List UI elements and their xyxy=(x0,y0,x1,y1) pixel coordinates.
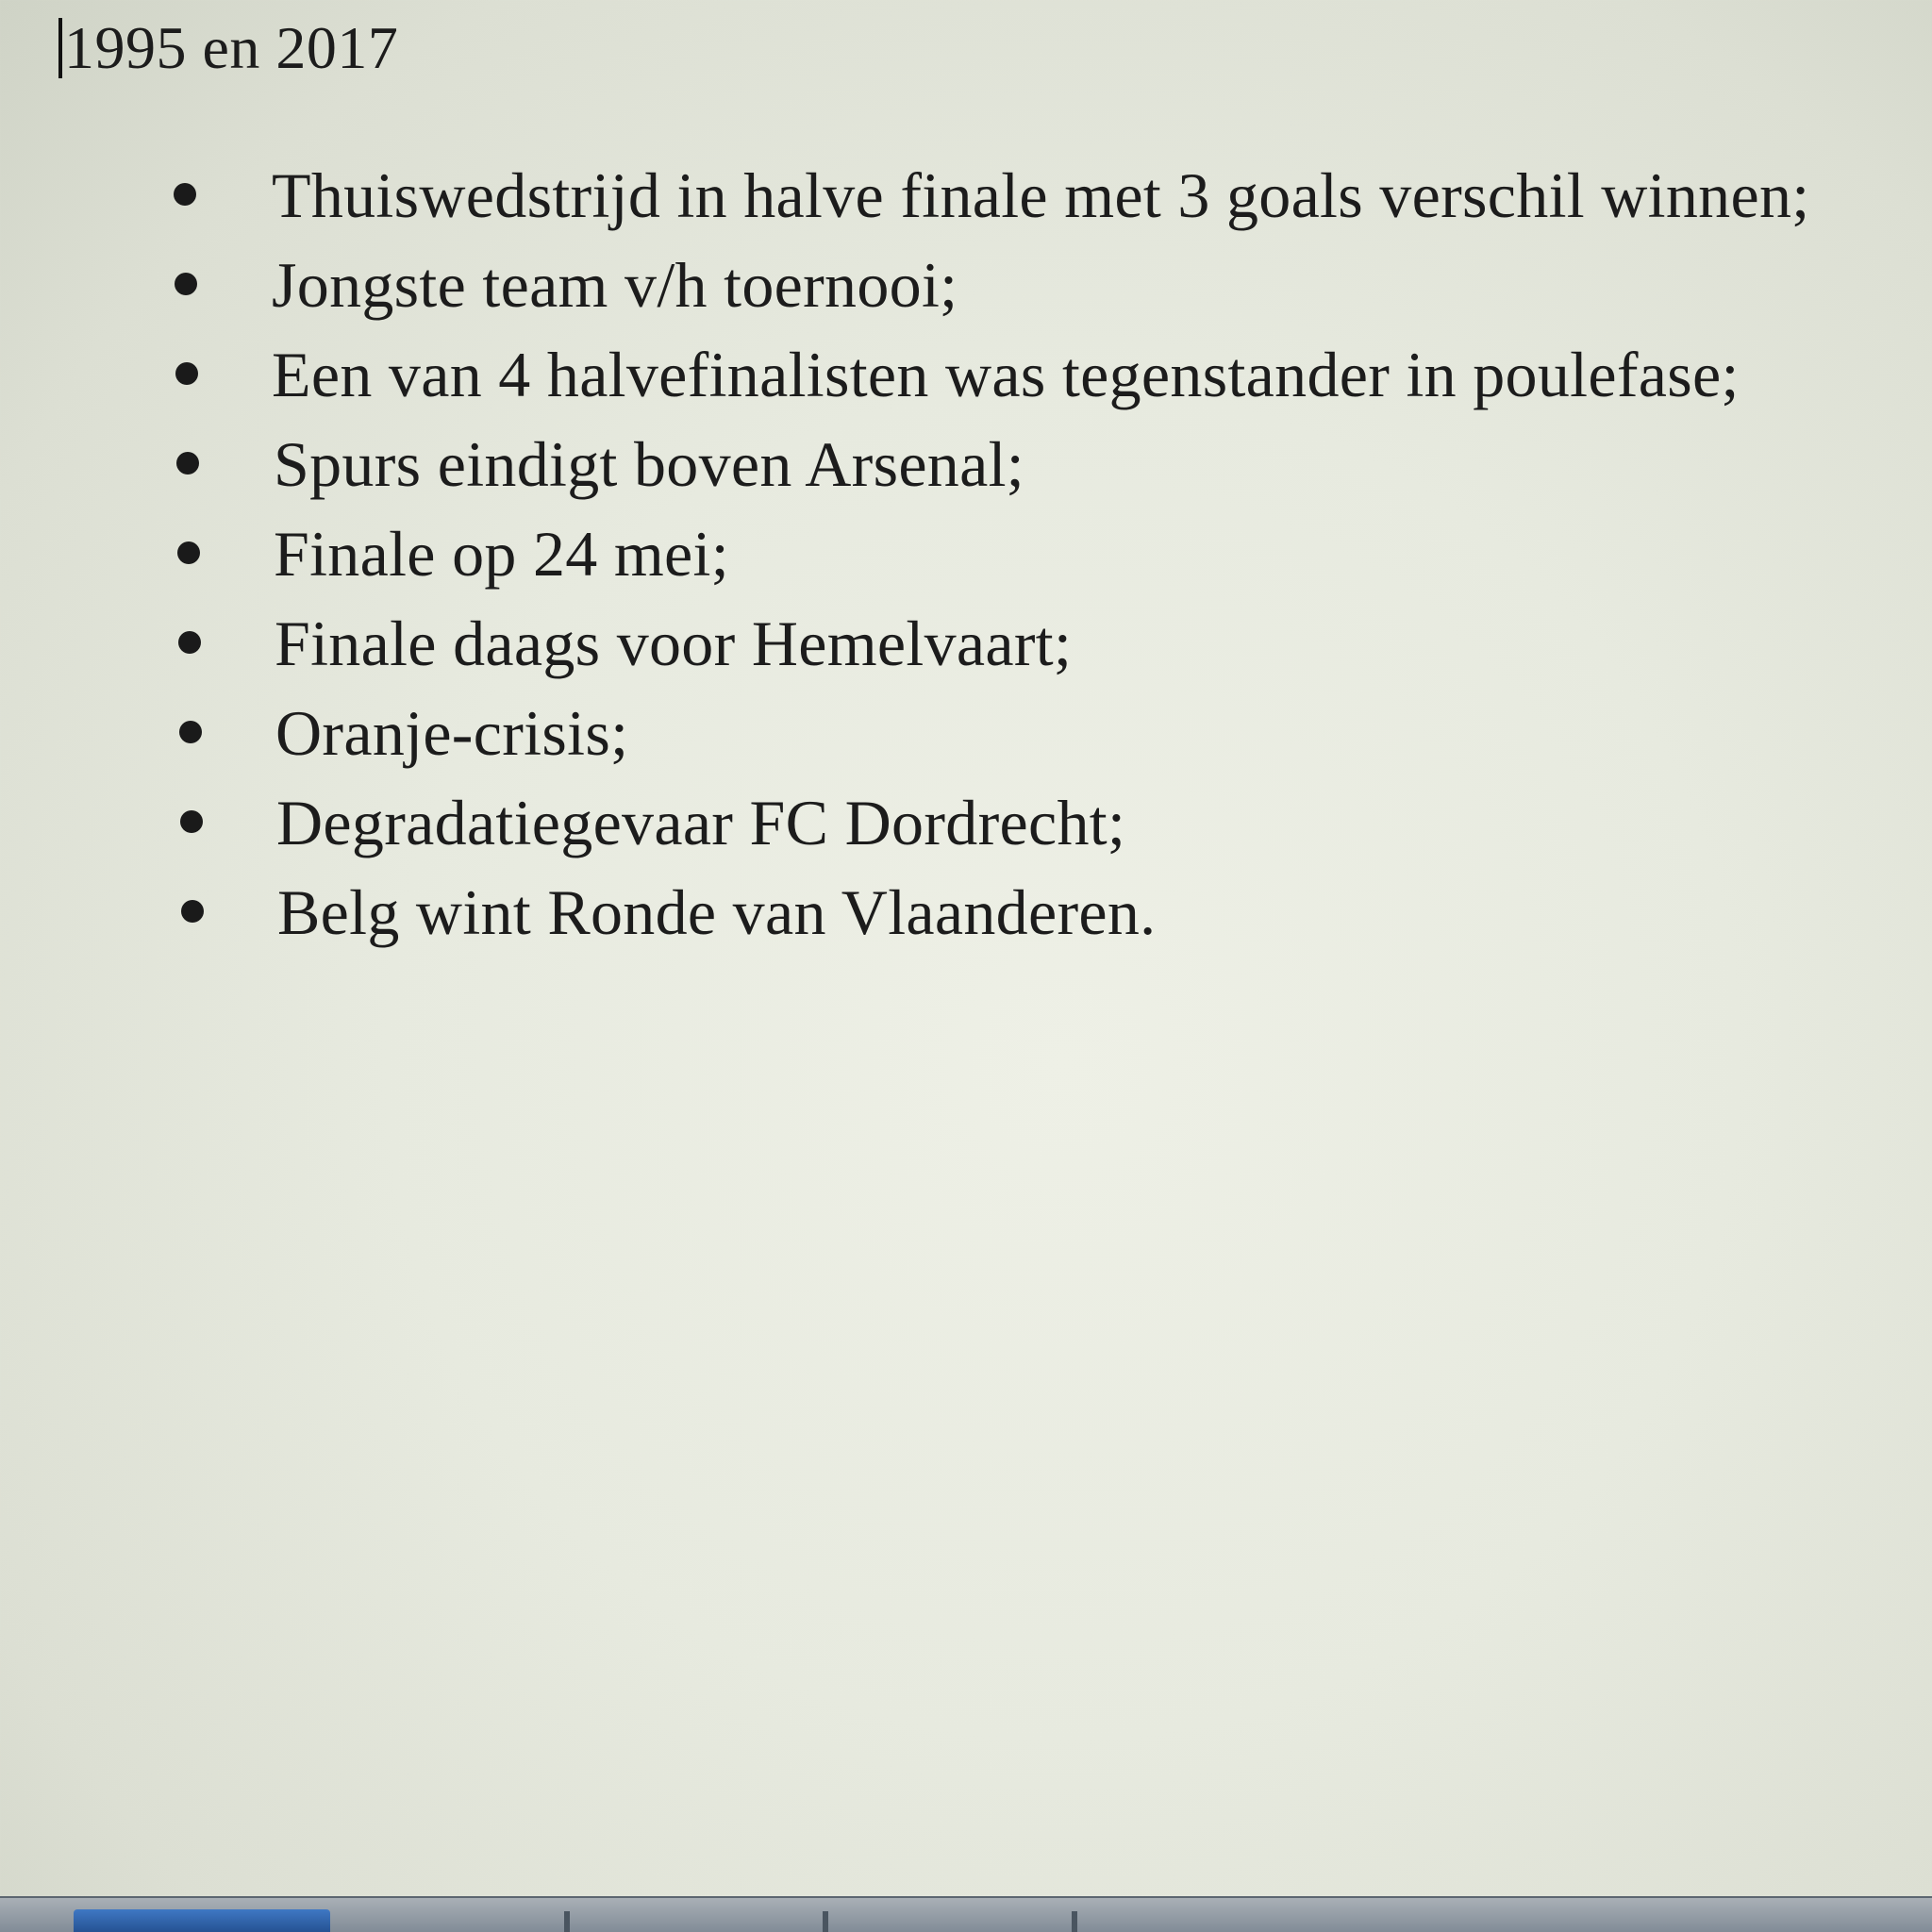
list-item-text: Thuiswedstrijd in halve finale met 3 goals verschil winnen; xyxy=(272,159,1810,231)
taskbar xyxy=(0,1896,1932,1932)
taskbar-separator xyxy=(823,1911,828,1932)
list-item-text: Belg wint Ronde van Vlaanderen. xyxy=(277,876,1157,948)
heading-text: 1995 en 2017 xyxy=(64,14,399,81)
bullet-icon xyxy=(175,273,197,295)
bullet-icon xyxy=(177,541,200,564)
list-item-text: Degradatiegevaar FC Dordrecht; xyxy=(276,787,1126,858)
bullet-icon xyxy=(179,721,202,743)
bullet-icon xyxy=(181,900,204,923)
bullet-icon xyxy=(178,631,201,654)
taskbar-app-button[interactable] xyxy=(74,1909,330,1932)
list-item-text: Finale op 24 mei; xyxy=(274,518,729,590)
bullet-icon xyxy=(176,452,199,475)
list-item-text: Een van 4 halvefinalisten was tegenstander in poulefase; xyxy=(272,339,1740,410)
heading-line xyxy=(58,13,398,83)
text-cursor xyxy=(58,18,62,78)
list-item-text: Finale daags voor Hemelvaart; xyxy=(275,608,1073,679)
bullet-icon xyxy=(180,810,203,833)
list-item-text: Jongste team v/h toernooi; xyxy=(272,249,958,321)
bullet-icon xyxy=(175,362,198,385)
taskbar-separator xyxy=(564,1911,570,1932)
list-item-text: Spurs eindigt boven Arsenal; xyxy=(274,428,1024,500)
list-item-text: Oranje-crisis; xyxy=(275,697,629,769)
bullet-icon xyxy=(174,183,196,206)
taskbar-separator xyxy=(1072,1911,1077,1932)
